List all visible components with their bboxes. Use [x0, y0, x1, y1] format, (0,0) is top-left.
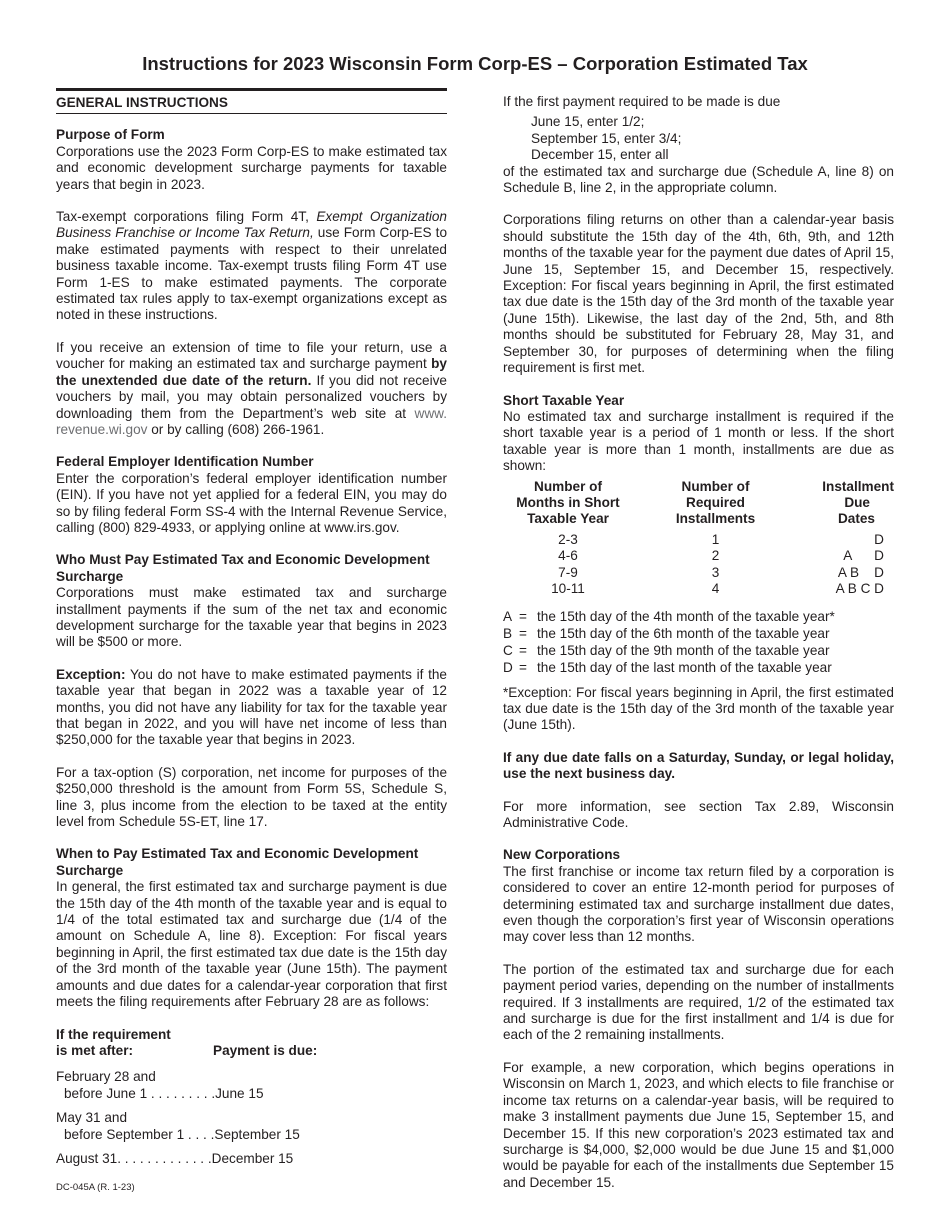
legend	[503, 609, 894, 676]
header-line: Installments	[675, 511, 756, 527]
first-payment-intro: If the first payment required to be made is due	[503, 94, 781, 109]
legend-eq: =	[519, 609, 527, 625]
legend-item	[503, 643, 894, 660]
cell-installments: 4	[711, 580, 720, 596]
table-header-months	[503, 479, 633, 532]
header-line: Months in Short	[516, 494, 620, 510]
purpose-p3-text: If you receive an extension of time to file your return, use a voucher for making an estimated tax and surcharge payment	[56, 339, 447, 372]
schedule-row	[56, 1110, 447, 1143]
first-payment-after: of the estimated tax and surcharge due (Schedule A, line 8) on Schedule B, line 2, in the appropriate column.	[503, 163, 894, 196]
table-header-installments	[633, 479, 798, 532]
purpose-p3-text-end: or by calling (608) 266-1961.	[147, 421, 325, 437]
schedule-col1-line2: is met after:	[56, 1042, 134, 1058]
short-year-heading: Short Taxable Year	[503, 392, 625, 408]
schedule-row	[56, 1069, 447, 1102]
legend-key: D	[503, 659, 513, 675]
header-line: Taxable Year	[527, 511, 609, 527]
section-title: GENERAL INSTRUCTIONS	[56, 88, 447, 114]
cell-months: 7-9	[558, 564, 578, 580]
fein-paragraph: Enter the corporation’s federal employer identification number (EIN). If you have not yet applied for a federal EIN, you may do so by filing federal Form SS-4 with the Internal Revenue Service, calling (800) 829-4933, or applying online at www.irs.gov.	[56, 470, 447, 535]
cell-months: 10-11	[551, 580, 585, 596]
legend-eq: =	[519, 659, 527, 675]
first-payment-item: September 15, enter 3/4;	[531, 130, 682, 146]
purpose-heading: Purpose of Form	[56, 127, 165, 143]
cell-dates: A B D	[837, 564, 884, 580]
form-code: DC-045A (R. 1-23)	[56, 1182, 135, 1193]
more-info-paragraph: For more information, see section Tax 2.89, Wisconsin Administrative Code.	[503, 798, 894, 830]
new-corp-paragraph-1: The first franchise or income tax return filed by a corporation is considered to cover an entire 12-month period for purposes of determining estimated tax and surcharge installment due dates, even though the corporation’s first year of Wisconsin operations may cover less than 12 months.	[503, 863, 894, 945]
purpose-p3-text-cont: If you did not receive vouchers by mail, you may obtain personalized vouchers by downloading them from the Department’s web site at	[56, 372, 447, 421]
header-line: Installment	[822, 478, 894, 494]
right-column	[503, 94, 894, 1191]
header-line: Number of	[534, 478, 602, 494]
legend-eq: =	[519, 642, 527, 658]
form-4t-title: Exempt Organization Business Franchise or Income Tax Return,	[56, 209, 447, 241]
header-line: Dates	[837, 511, 875, 527]
cell-dates: A D	[843, 548, 884, 564]
schedule-row-condition-cont: before September 1 . . . .	[64, 1126, 215, 1142]
table-header-dates	[798, 479, 894, 532]
installment-table	[503, 479, 894, 598]
schedule-row-due: September 15	[214, 1126, 300, 1142]
new-corp-paragraph-3: For example, a new corporation, which begins operations in Wisconsin on March 1, 2023, and which elects to file franchise or income tax returns on a calendar-year basis, will be required to make 3 installment payments due June 15, September 15, and December 15. If this new corporation’s 2023 estimated tax and surcharge is $4,000, $2,000 would be due June 15 and $1,000 would be payable for each of the installments due September 15 and December 15.	[503, 1059, 894, 1190]
legend-text: the 15th day of the last month of the taxable year	[537, 659, 832, 675]
schedule-row-condition: February 28 and	[56, 1069, 156, 1085]
header-line: Required	[686, 494, 745, 510]
short-year-paragraph: No estimated tax and surcharge installment is required if the short taxable year is a period of 1 month or less. If the short taxable year is more than 1 month, installments are due as shown:	[503, 408, 894, 474]
legend-item	[503, 660, 894, 677]
who-paragraph-1: Corporations must make estimated tax and surcharge installment payments if the sum of the net tax and economic development surcharge for the taxable year that begins in 2023 will be $500 or more.	[56, 585, 447, 650]
exception-paragraph: *Exception: For fiscal years beginning in April, the first estimated tax due date is the 15th day of the 3rd month of the taxable year (June 15th).	[503, 684, 894, 733]
exception-label: Exception:	[56, 666, 126, 682]
cell-dates: A B C D	[835, 580, 884, 596]
left-column	[56, 88, 447, 1167]
fiscal-year-paragraph: Corporations filing returns on other than a calendar-year basis should substitute the 15th day of the 4th, 6th, 9th, and 12th months of the taxable year for the payment due dates of April 15, June 15, September 15, and December 15, respectively. Exception: For fiscal years beginning in April, the first estimated tax due date is the 15th day of the 3rd month of the taxable year (June 15th). Likewise, the last day of the 2nd, 5th, and 8th months should be substituted for February 28, May 31, and September 30, for purposes of determining when the filing requirement is first met.	[503, 212, 894, 376]
schedule-row-due: December 15	[211, 1150, 294, 1166]
purpose-paragraph-1: Corporations use the 2023 Form Corp-ES to make estimated tax and economic development surcharge payments for taxable years that begin in 2023.	[56, 143, 447, 192]
schedule-row-condition-cont: before June 1 . . . . . . . . .	[64, 1085, 216, 1101]
schedule-col2-header: Payment is due:	[213, 1042, 318, 1058]
purpose-p2-text: Tax-exempt corporations filing Form 4T,	[56, 209, 317, 225]
fein-heading: Federal Employer Identification Number	[56, 454, 314, 470]
page-title: Instructions for 2023 Wisconsin Form Corp-ES – Corporation Estimated Tax	[142, 53, 808, 74]
cell-months: 4-6	[558, 548, 578, 564]
first-payment-item: June 15, enter 1/2;	[531, 114, 645, 130]
legend-text: the 15th day of the 6th month of the taxable year	[537, 626, 830, 642]
legend-key: A	[503, 609, 513, 625]
revenue-website-link[interactable]: www. revenue.wi.gov	[56, 405, 447, 437]
legend-key: B	[503, 626, 513, 642]
cell-installments: 3	[711, 564, 720, 580]
when-to-pay-heading: When to Pay Estimated Tax and Economic Development Surcharge	[56, 846, 419, 878]
new-corporations-heading: New Corporations	[503, 847, 621, 863]
legend-key: C	[503, 642, 513, 658]
schedule-header	[56, 1027, 447, 1060]
table-row	[503, 548, 894, 564]
schedule-col1-line1: If the requirement	[56, 1026, 171, 1042]
purpose-p3-bold: by the unextended due date of the return.	[56, 356, 447, 388]
legend-text: the 15th day of the 9th month of the taxable year	[537, 642, 830, 658]
first-payment-item: December 15, enter all	[531, 147, 669, 163]
cell-installments: 2	[711, 548, 720, 564]
when-paragraph: In general, the first estimated tax and surcharge payment is due the 15th day of the 4th month of the taxable year and is equal to 1/4 of the total estimated tax and surcharge due (1/4 of the amount on Schedule A, line 8). Exception: For fiscal years beginning in April, the first estimated tax due date is the 15th day of the 3rd month of the taxable year (June 15th). The payment amounts and due dates for a calendar-year corporation that first meets the filing requirements after February 28 are as follows:	[56, 879, 447, 1010]
header-line: Number of	[681, 478, 750, 494]
legend-item	[503, 609, 894, 626]
holiday-paragraph: If any due date falls on a Saturday, Sunday, or legal holiday, use the next business day.	[503, 749, 894, 782]
cell-months: 2-3	[558, 531, 578, 547]
who-paragraph-2	[56, 667, 447, 749]
table-row	[503, 581, 894, 597]
table-row	[503, 565, 894, 581]
schedule-row-due: June 15	[215, 1085, 264, 1101]
first-payment-list	[503, 114, 894, 163]
header-line: Due	[844, 494, 870, 510]
who-must-pay-heading: Who Must Pay Estimated Tax and Economic Development Surcharge	[56, 552, 430, 584]
purpose-paragraph-3	[56, 340, 447, 438]
exception-text: You do not have to make estimated payments if the taxable year that began in 2022 was a taxable year of 12 months, you did not have any liability for tax for the taxable year that began in 2022, and you will have net income of less than $250,000 for the taxable year that begins in 2023.	[56, 666, 447, 748]
legend-text: the 15th day of the 4th month of the taxable year*	[537, 609, 835, 625]
table-row	[503, 532, 894, 548]
schedule-row-condition: May 31 and	[56, 1110, 128, 1126]
legend-eq: =	[519, 626, 527, 642]
purpose-p2-text-cont: use Form Corp-ES to make estimated payments with respect to their unrelated business taxable income. Tax-exempt trusts filing Form 4T use Form 1-ES to make estimated payments. The corporate estimated tax rules apply to tax-exempt organizations except as noted in these instructions.	[56, 225, 448, 323]
who-paragraph-3: For a tax-option (S) corporation, net income for purposes of the $250,000 threshold is the amount from Form 5S, Schedule S, line 3, plus income from the election to be taxed at the entity level from Schedule 5S-ET, line 17.	[56, 764, 447, 830]
purpose-paragraph-2	[56, 209, 447, 324]
schedule-col1-header	[56, 1027, 213, 1060]
schedule-row	[56, 1151, 447, 1167]
schedule-row-condition: August 31. . . . . . . . . . . . .	[56, 1150, 212, 1166]
new-corp-paragraph-2: The portion of the estimated tax and surcharge due for each payment period varies, depending on the number of installments required. If 3 installments are required, 1/2 of the estimated tax and surcharge is due for the first installment and 1/4 is due for each of the 2 remaining installments.	[503, 961, 894, 1043]
cell-installments: 1	[711, 531, 720, 547]
cell-dates: D	[874, 531, 884, 547]
legend-item	[503, 626, 894, 643]
